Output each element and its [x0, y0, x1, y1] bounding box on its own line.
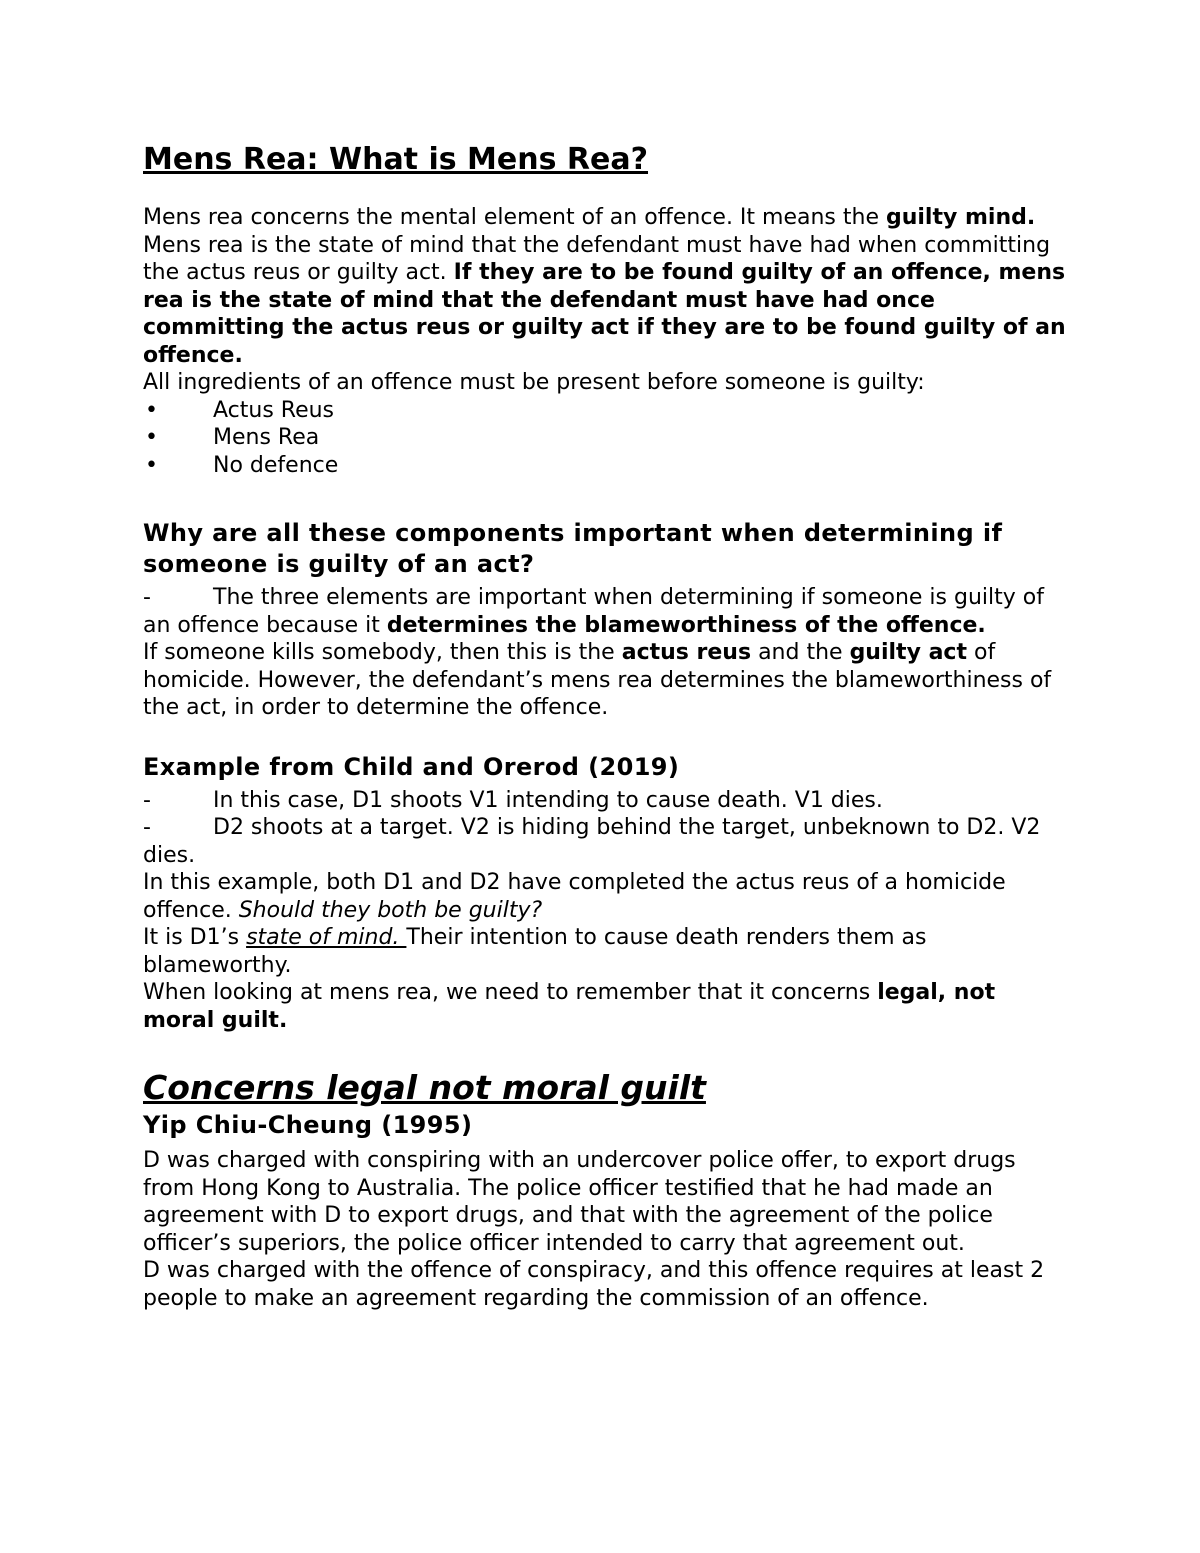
intro-p2-text: Mens rea is the state of mind that the defendant must have had when committing the actus reus or guilty act. [143, 232, 1051, 285]
intro-paragraph-3: All ingredients of an offence must be present before someone is guilty: [143, 370, 925, 395]
list-item: • Mens Rea [145, 425, 320, 450]
example-paragraph-3: In this example, both D1 and D2 have completed the actus reus of a homicide offence. Should they both be guilty? [143, 870, 1006, 923]
legal-not-moral-bold: legal, not moral guilt. [143, 980, 996, 1033]
example-d1: - In this case, D1 shoots V1 intending to cause death. V1 dies. [143, 787, 883, 813]
intro-paragraph-1 [143, 204, 1073, 232]
actus-reus-bold: actus reus [621, 640, 752, 665]
intro-paragraph-2 [143, 232, 1073, 370]
list-item: • No defence [145, 452, 339, 478]
dash-marker: - [143, 585, 151, 610]
case-paragraph-1: D was charged with conspiring with an undercover police offer, to export drugs from Hong Kong to Australia. The police officer testified that he had made an agreement with D to export drugs, and that with the agreement of the police officer’s superiors, the police officer intended to carry that agreement out. [143, 1148, 1016, 1256]
intro-p2-bold: If they are to be found guilty of an offence, mens rea is the state of mind that the defendant must have had once committing the actus reus or guilty act if they are to be found guilty of an offence. [143, 260, 1066, 368]
why-heading: Why are all these components important when determining if someone is guilty of an act? [143, 519, 1003, 578]
intro-p1-bold: guilty mind. [885, 205, 1036, 230]
bullet-icon: • [145, 452, 158, 478]
example-paragraph-5: When looking at mens rea, we need to remember that it concerns legal, not moral guilt. [143, 980, 996, 1033]
intro-p1-text: Mens rea concerns the mental element of an offence. It means the [143, 205, 886, 230]
example-heading: Example from Child and Orerod (2019) [143, 752, 680, 781]
example-d2: - D2 shoots at a target. V2 is hiding behind the target, unbeknown to D2. V2 dies. [143, 815, 1041, 868]
bullet-icon: • [145, 425, 158, 450]
why-paragraph-2: If someone kills somebody, then this is the actus reus and the guilty act of homicide. However, the defendant’s mens rea determines the blameworthiness of the act, in order to determine the offence. [143, 640, 1052, 720]
case-heading: Yip Chiu-Cheung (1995) [143, 1111, 473, 1139]
legal-guilt-heading: Concerns legal not moral guilt [143, 1068, 706, 1107]
state-of-mind-emphasis: state of mind. [246, 925, 407, 950]
bullet-icon: • [145, 397, 158, 423]
question-italic: Should they both be guilty? [238, 897, 543, 923]
page-title: Mens Rea: What is Mens Rea? [143, 142, 649, 177]
dash-marker: - [143, 815, 151, 840]
why-paragraph-1 [143, 584, 1073, 639]
why-p1-text: The three elements are important when determining if someone is guilty of an offence because it [143, 585, 1044, 638]
why-p1-bold: determines the blameworthiness of the offence. [386, 612, 986, 638]
example-paragraph-4: It is D1’s state of mind. Their intention to cause death renders them as blameworthy. [143, 925, 927, 978]
guilty-act-bold: guilty act [849, 640, 967, 665]
list-item: • Actus Reus [145, 397, 335, 423]
document-page [143, 140, 1073, 1312]
ingredients-list [143, 397, 1073, 480]
case-paragraph-2: D was charged with the offence of conspiracy, and this offence requires at least 2 people to make an agreement regarding the commission of an offence. [143, 1258, 1045, 1311]
dash-marker: - [143, 787, 151, 813]
